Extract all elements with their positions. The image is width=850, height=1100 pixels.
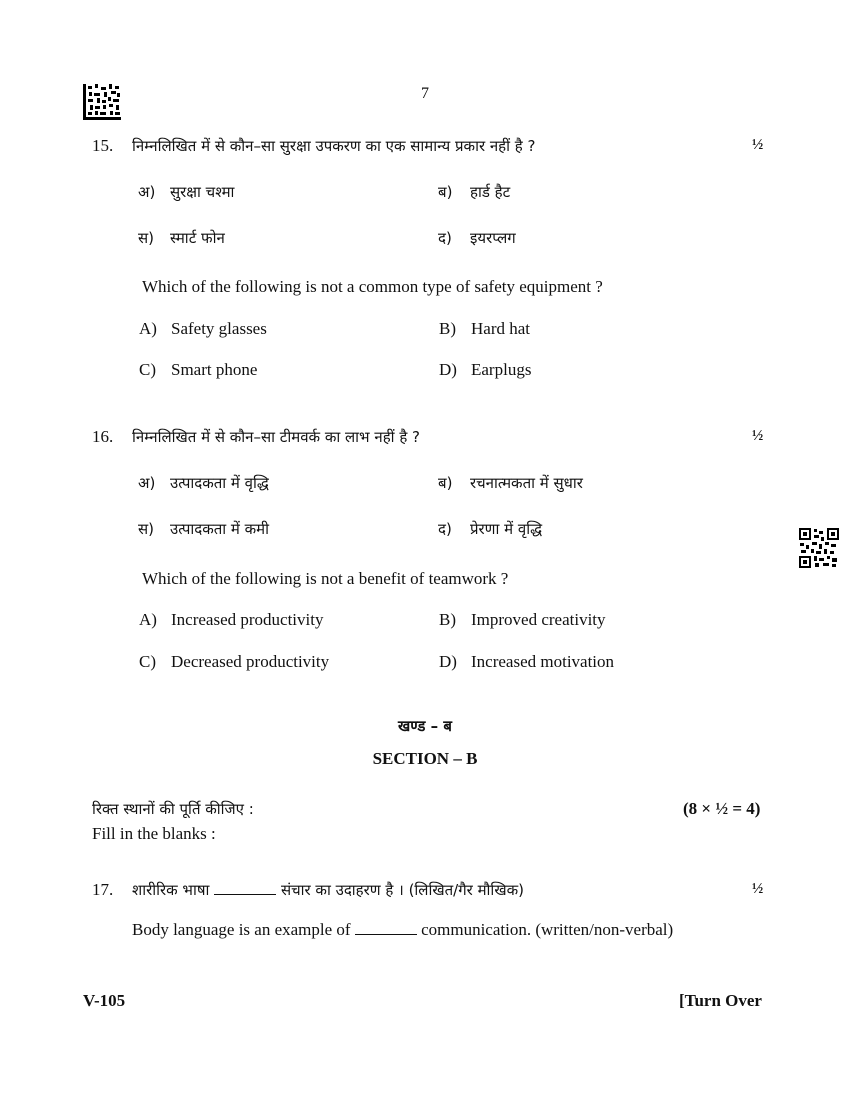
q17-marks: ½ — [752, 881, 764, 897]
option-text: Increased productivity — [171, 610, 324, 629]
q17-hindi-after: संचार का उदाहरण है । (लिखित/गैर मौखिक) — [280, 881, 524, 899]
option-label: द) — [438, 520, 452, 538]
q17-english-before: Body language is an example of — [132, 920, 351, 939]
option-label: द) — [438, 229, 452, 247]
option-label: स) — [138, 520, 154, 538]
q15-hindi-option-b — [438, 182, 510, 202]
section-english-title: SECTION – B — [372, 749, 478, 768]
option-label: D) — [439, 652, 457, 671]
q15-english-question: Which of the following is not a common type of safety equipment ? — [142, 277, 603, 296]
q16-hindi-option-a — [138, 473, 269, 493]
option-text: प्रेरणा में वृद्धि — [470, 520, 543, 538]
q16-english-option-d — [439, 652, 614, 672]
q17-hindi-blank — [214, 882, 276, 895]
option-label: D) — [439, 360, 457, 379]
q16-hindi-option-d — [438, 519, 542, 539]
q15-hindi-option-d — [438, 228, 516, 248]
q16-english-option-c — [139, 652, 329, 672]
option-text: सुरक्षा चश्मा — [170, 183, 235, 201]
q16-hindi-option-c — [138, 519, 269, 539]
option-text: Earplugs — [471, 360, 532, 379]
q16-english-option-a — [139, 610, 323, 630]
option-label: A) — [139, 610, 157, 629]
q17-english-blank — [355, 920, 417, 935]
q16-marks: ½ — [752, 428, 764, 444]
section-hindi-title: खण्ड – ब — [398, 717, 452, 735]
option-text: उत्पादकता में कमी — [170, 520, 270, 538]
instruction-hindi: रिक्त स्थानों की पूर्ति कीजिए : — [92, 800, 254, 818]
option-text: रचनात्मकता में सुधार — [470, 474, 583, 492]
q17-english-line — [132, 920, 673, 940]
qr-code — [799, 528, 839, 568]
q17-hindi-line — [132, 880, 524, 900]
q15-english-option-b — [439, 319, 530, 339]
footer-code: V-105 — [83, 991, 126, 1010]
option-text: Hard hat — [471, 319, 531, 338]
q15-hindi-question: निम्नलिखित में से कौन–सा सुरक्षा उपकरण का एक सामान्य प्रकार नहीं है ? — [132, 137, 536, 155]
q15-marks: ½ — [752, 137, 764, 153]
footer-turn-over: [Turn Over — [679, 991, 762, 1010]
q15-hindi-option-c — [138, 228, 225, 248]
option-label: A) — [139, 319, 157, 338]
option-text: Increased motivation — [471, 652, 615, 671]
option-text: स्मार्ट फोन — [170, 229, 225, 247]
option-text: इयरप्लग — [470, 229, 516, 247]
option-text: Smart phone — [171, 360, 258, 379]
page-number: 7 — [421, 85, 429, 102]
option-label: C) — [139, 652, 156, 671]
q15-english-option-d — [439, 360, 531, 380]
q17-hindi-before: शारीरिक भाषा — [132, 881, 210, 899]
option-label: ब) — [438, 183, 453, 201]
q16-hindi-option-b — [438, 473, 583, 493]
option-label: B) — [439, 610, 456, 629]
instruction-english: Fill in the blanks : — [92, 824, 216, 843]
option-text: हार्ड हैट — [470, 183, 511, 201]
option-text: Decreased productivity — [171, 652, 330, 671]
option-label: स) — [138, 229, 154, 247]
q16-number: 16. — [92, 427, 114, 446]
q16-hindi-question: निम्नलिखित में से कौन–सा टीमवर्क का लाभ नहीं है ? — [132, 428, 421, 446]
q15-english-option-c — [139, 360, 257, 380]
option-label: B) — [439, 319, 456, 338]
option-text: Improved creativity — [471, 610, 606, 629]
option-text: उत्पादकता में वृद्धि — [170, 474, 269, 492]
q15-hindi-option-a — [138, 182, 234, 202]
q15-english-option-a — [139, 319, 267, 339]
q16-english-option-b — [439, 610, 606, 630]
option-label: अ) — [138, 474, 156, 492]
option-label: C) — [139, 360, 156, 379]
option-label: ब) — [438, 474, 453, 492]
option-label: अ) — [138, 183, 156, 201]
option-text: Safety glasses — [171, 319, 267, 338]
q17-number: 17. — [92, 880, 114, 899]
q17-english-after: communication. (written/non-verbal) — [421, 920, 674, 939]
q15-number: 15. — [92, 136, 114, 155]
instruction-marks: (8 × ½ = 4) — [683, 799, 761, 818]
q16-english-question: Which of the following is not a benefit of teamwork ? — [142, 569, 509, 588]
